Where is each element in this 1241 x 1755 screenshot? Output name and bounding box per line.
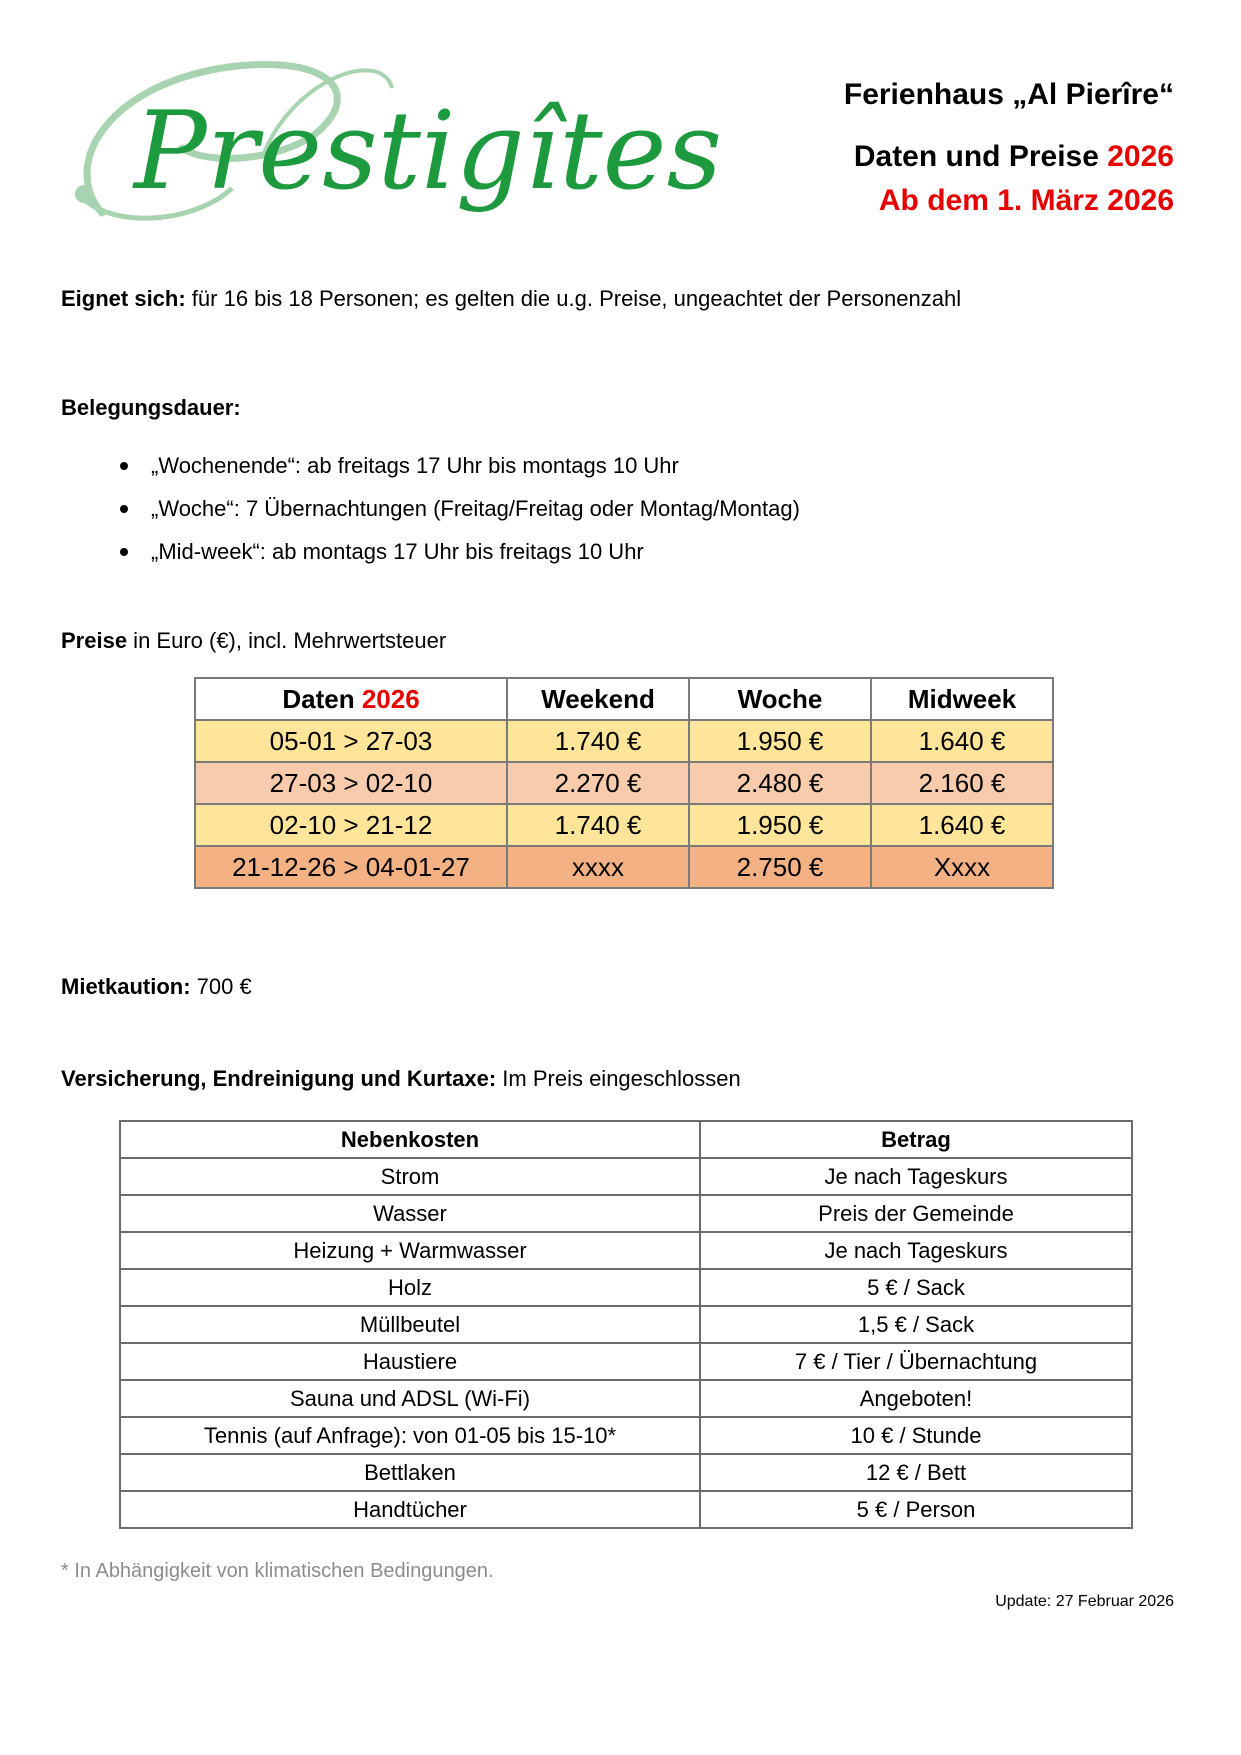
cell-amount: 10 € / Stunde [700, 1417, 1132, 1454]
header-amount: Betrag [700, 1121, 1132, 1158]
table-row [195, 804, 1053, 846]
cell-amount: Angeboten! [700, 1380, 1132, 1417]
cell-weekend: 1.740 € [507, 720, 689, 762]
table-row [120, 1158, 1132, 1195]
header-dates-year: 2026 [361, 683, 420, 714]
prices-heading-text: Daten und Preise [853, 140, 1108, 173]
suitability-text: für 16 bis 18 Personen; es gelten die u.g. Preise, ungeachtet der Personenzahl [185, 286, 962, 311]
table-row [120, 1417, 1132, 1454]
cell-period: 27-03 > 02-10 [195, 762, 507, 804]
deposit-value: 700 € [190, 974, 252, 999]
deposit-label: Mietkaution: [61, 974, 191, 999]
header-dates [195, 678, 507, 720]
cell-amount: 5 € / Sack [700, 1269, 1132, 1306]
suitability-label: Eignet sich: [61, 286, 186, 311]
bullet-icon [120, 505, 128, 513]
logo-text: Prestigîtes [134, 89, 722, 214]
price-table-header [195, 678, 1053, 720]
cell-item: Handtücher [120, 1491, 700, 1528]
cell-weekend: 2.270 € [507, 762, 689, 804]
cell-amount: 1,5 € / Sack [700, 1306, 1132, 1343]
header-week: Woche [689, 678, 871, 720]
suitability-line [61, 286, 961, 312]
cell-amount: Preis der Gemeinde [700, 1195, 1132, 1232]
prices-text: in Euro (€), incl. Mehrwertsteuer [127, 628, 447, 653]
cell-amount: 5 € / Person [700, 1491, 1132, 1528]
cell-week: 1.950 € [689, 804, 871, 846]
costs-table-header [120, 1121, 1132, 1158]
table-row [120, 1269, 1132, 1306]
cell-weekend: xxxx [507, 846, 689, 888]
cell-item: Bettlaken [120, 1454, 700, 1491]
deposit-line [61, 974, 252, 1000]
cell-midweek: 1.640 € [871, 720, 1053, 762]
valid-from: Ab dem 1. März 2026 [878, 184, 1174, 217]
duration-label: Belegungsdauer: [61, 395, 241, 420]
cell-item: Sauna und ADSL (Wi-Fi) [120, 1380, 700, 1417]
cell-midweek: 1.640 € [871, 804, 1053, 846]
house-title: Ferienhaus „Al Pierîre“ [843, 78, 1174, 111]
duration-item-text: „Mid-week“: ab montags 17 Uhr bis freitags 10 Uhr [151, 539, 644, 564]
included-label: Versicherung, Endreinigung und Kurtaxe: [61, 1066, 497, 1091]
prestigites-logo [62, 48, 722, 243]
table-row [195, 762, 1053, 804]
duration-item-text: „Wochenende“: ab freitags 17 Uhr bis montags 10 Uhr [151, 453, 679, 478]
cell-week: 2.750 € [689, 846, 871, 888]
cell-midweek: Xxxx [871, 846, 1053, 888]
list-item [120, 493, 800, 536]
cell-period: 02-10 > 21-12 [195, 804, 507, 846]
header-midweek: Midweek [871, 678, 1053, 720]
cell-week: 1.950 € [689, 720, 871, 762]
list-item [120, 450, 800, 493]
price-table [194, 677, 1054, 889]
cell-item: Tennis (auf Anfrage): von 01-05 bis 15-10* [120, 1417, 700, 1454]
cell-item: Holz [120, 1269, 700, 1306]
logo-graphic [62, 48, 722, 243]
included-line [61, 1066, 741, 1092]
prices-heading [844, 142, 1174, 172]
table-row [120, 1195, 1132, 1232]
prices-heading-year: 2026 [1107, 140, 1174, 173]
header-titles [844, 80, 1174, 216]
bullet-icon [120, 548, 128, 556]
prices-line [61, 628, 446, 654]
cell-week: 2.480 € [689, 762, 871, 804]
extra-costs-table [119, 1120, 1133, 1529]
footnote: * In Abhängigkeit von klimatischen Bedingungen. [61, 1560, 494, 1582]
cell-amount: 7 € / Tier / Übernachtung [700, 1343, 1132, 1380]
cell-amount: 12 € / Bett [700, 1454, 1132, 1491]
duration-item-text: „Woche“: 7 Übernachtungen (Freitag/Freitag oder Montag/Montag) [151, 496, 800, 521]
cell-item: Haustiere [120, 1343, 700, 1380]
table-row [120, 1380, 1132, 1417]
duration-list [120, 450, 800, 579]
cell-amount: Je nach Tageskurs [700, 1158, 1132, 1195]
cell-period: 21-12-26 > 04-01-27 [195, 846, 507, 888]
cell-item: Wasser [120, 1195, 700, 1232]
table-row [120, 1454, 1132, 1491]
table-row [195, 720, 1053, 762]
list-item [120, 536, 800, 579]
prices-label: Preise [61, 628, 128, 653]
cell-period: 05-01 > 27-03 [195, 720, 507, 762]
cell-item: Müllbeutel [120, 1306, 700, 1343]
table-row [195, 846, 1053, 888]
cell-weekend: 1.740 € [507, 804, 689, 846]
header-dates-text: Daten [282, 683, 362, 714]
header-weekend: Weekend [507, 678, 689, 720]
included-text: Im Preis eingeschlossen [496, 1066, 741, 1091]
bullet-icon [120, 462, 128, 470]
table-row [120, 1232, 1132, 1269]
cell-midweek: 2.160 € [871, 762, 1053, 804]
table-row [120, 1491, 1132, 1528]
cell-item: Strom [120, 1158, 700, 1195]
table-row [120, 1306, 1132, 1343]
cell-amount: Je nach Tageskurs [700, 1232, 1132, 1269]
cell-item: Heizung + Warmwasser [120, 1232, 700, 1269]
table-row [120, 1343, 1132, 1380]
update-date: Update: 27 Februar 2026 [995, 1593, 1174, 1610]
header-item: Nebenkosten [120, 1121, 700, 1158]
